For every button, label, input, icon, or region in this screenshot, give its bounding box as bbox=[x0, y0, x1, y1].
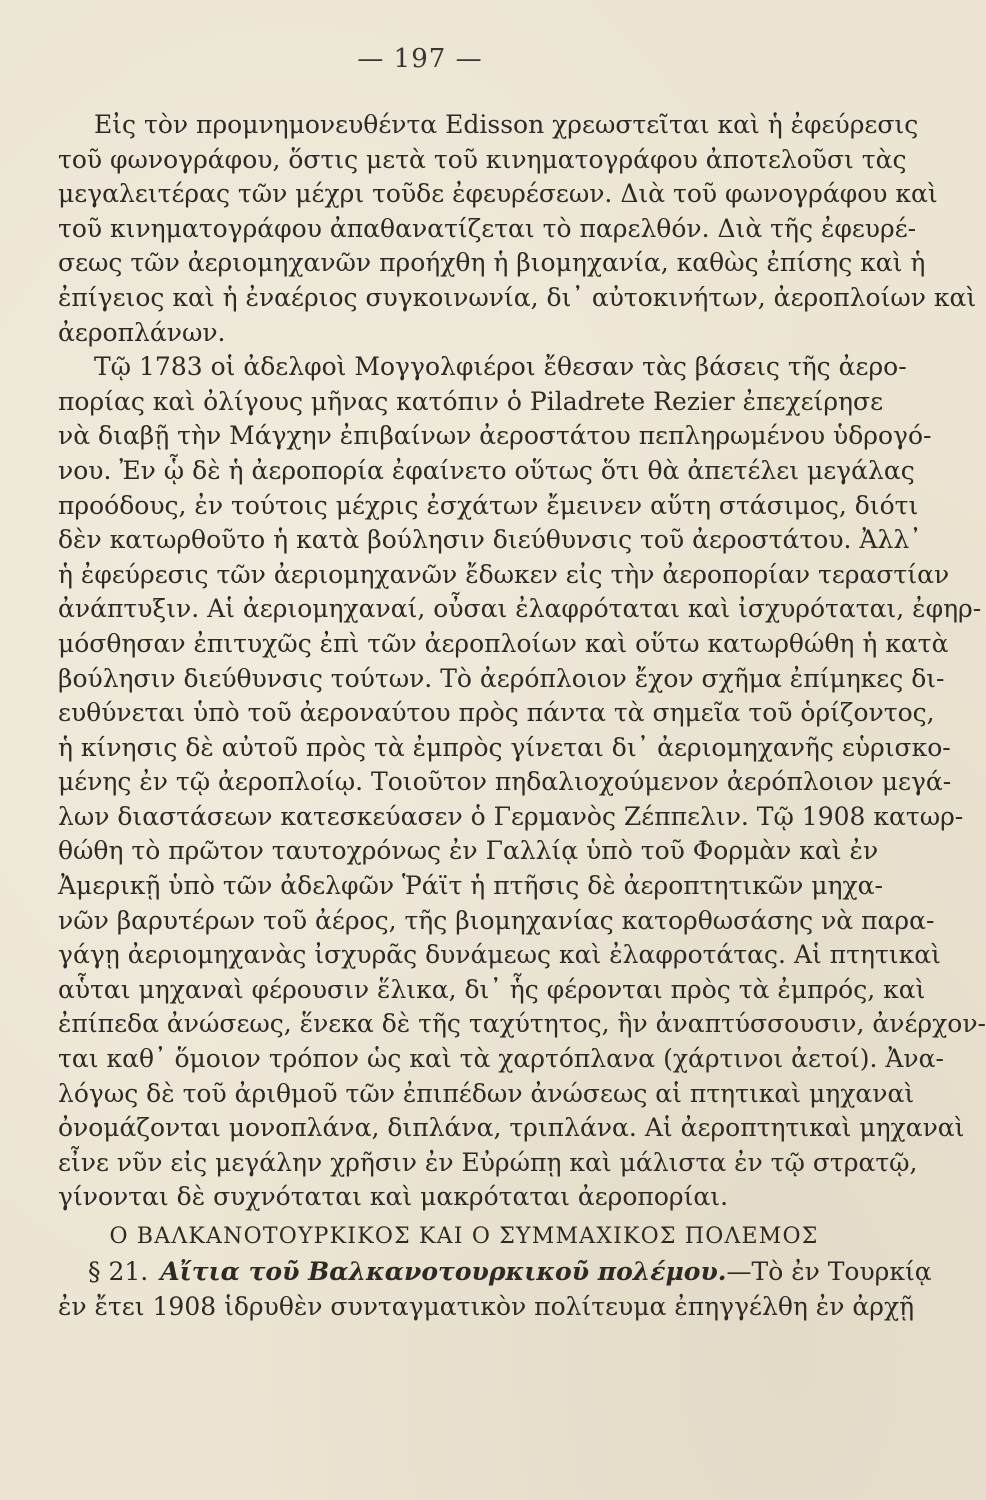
section-first-line bbox=[58, 1255, 932, 1290]
text-line: γάγῃ ἀεριομηχανὰς ἰσχυρᾶς δυνάμεως καὶ ἐλαφροτάτας. Αἱ πτητικαὶ bbox=[58, 940, 941, 970]
text-line: ται καθ᾽ ὅμοιον τρόπον ὡς καὶ τὰ χαρτόπλανα (χάρτινοι ἀετοί). Ἀνα- bbox=[58, 1044, 944, 1074]
text-line: τοῦ φωνογράφου, ὅστις μετὰ τοῦ κινηματογράφου ἀποτελοῦσι τὰς bbox=[58, 144, 907, 174]
text-line: γίνονται δὲ συχνόταται καὶ μακρόταται ἀεροπορίαι. bbox=[58, 1182, 729, 1212]
text-line: νὰ διαβῇ τὴν Μάγχην ἐπιβαίνων ἀεροστάτου πεπληρωμένου ὑδρογό- bbox=[58, 421, 932, 451]
text-line: πορίας καὶ ὀλίγους μῆνας κατόπιν ὁ Piladrete Rezier ἐπεχείρησε bbox=[58, 386, 884, 416]
text-line: ἀνάπτυξιν. Αἱ ἀεριομηχαναί, οὖσαι ἐλαφρόταται καὶ ἰσχυρόταται, ἐφηρ- bbox=[58, 594, 982, 624]
section-first-line-rest: —Τὸ ἐν Τουρκίᾳ bbox=[726, 1257, 932, 1286]
text-line: ἐν ἔτει 1908 ἱδρυθὲν συνταγματικὸν πολίτευμα ἐπηγγέλθη ἐν ἀρχῇ bbox=[58, 1291, 915, 1321]
text-line: θώθη τὸ πρῶτον ταυτοχρόνως ἐν Γαλλίᾳ ὑπὸ τοῦ Φορμὰν καὶ ἐν bbox=[58, 836, 879, 866]
text-line: μεγαλειτέρας τῶν μέχρι τοῦδε ἐφευρέσεων. Διὰ τοῦ φωνογράφου καὶ bbox=[58, 179, 938, 209]
text-line: ἀεροπλάνων. bbox=[58, 317, 226, 347]
text-line: μόσθησαν ἐπιτυχῶς ἐπὶ τῶν ἀεροπλοίων καὶ οὕτω κατωρθώθη ἡ κατὰ bbox=[58, 628, 949, 658]
text-line: ἡ κίνησις δὲ αὐτοῦ πρὸς τὰ ἐμπρὸς γίνεται δι᾽ ἀεριομηχανῆς εὑρισκο- bbox=[58, 732, 951, 762]
text-line: Ἀμερικῇ ὑπὸ τῶν ἀδελφῶν Ῥάϊτ ἡ πτῆσις δὲ ἀεροπτητικῶν μηχα- bbox=[58, 871, 883, 901]
section-title: Αἴτια τοῦ Βαλκανοτουρκικοῦ πολέμου. bbox=[160, 1257, 727, 1286]
paragraph-2 bbox=[58, 350, 986, 1215]
text-line: ὀνομάζονται μονοπλάνα, διπλάνα, τριπλάνα. Αἱ ἀεροπτητικαὶ μηχαναὶ bbox=[58, 1113, 965, 1143]
text-line: ἐπίπεδα ἀνώσεως, ἕνεκα δὲ τῆς ταχύτητος, ἣν ἀναπτύσσουσιν, ἀνέρχον- bbox=[58, 1009, 986, 1039]
text-line: ευθύνεται ὑπὸ τοῦ ἀεροναύτου πρὸς πάντα τὰ σημεῖα τοῦ ὁρίζοντος, bbox=[58, 698, 935, 728]
text-line: μένης ἐν τῷ ἀεροπλοίῳ. Τοιοῦτον πηδαλιοχούμενον ἀερόπλοιον μεγά- bbox=[58, 767, 952, 797]
paragraph-1 bbox=[58, 108, 977, 350]
text-line: νου. Ἐν ᾧ δὲ ἡ ἀεροπορία ἐφαίνετο οὕτως ὅτι θὰ ἀπετέλει μεγάλας bbox=[58, 455, 915, 485]
text-line: νῶν βαρυτέρων τοῦ ἀέρος, τῆς βιομηχανίας κατορθωσάσης νὰ παρα- bbox=[58, 905, 935, 935]
text-line: προόδους, ἐν τούτοις μέχρις ἐσχάτων ἔμεινεν αὕτη στάσιμος, διότι bbox=[58, 490, 919, 520]
text-line: Τῷ 1783 οἱ ἀδελφοὶ Μογγολφιέροι ἔθεσαν τὰς βάσεις τῆς ἀερο- bbox=[94, 352, 907, 382]
text-line: βούλησιν διεύθυνσις τούτων. Τὸ ἀερόπλοιον ἔχον σχῆμα ἐπίμηκες δι- bbox=[58, 663, 945, 693]
text-line: ἐπίγειος καὶ ἡ ἐναέριος συγκοινωνία, δι᾽ αὐτοκινήτων, ἀεροπλοίων καὶ bbox=[58, 282, 977, 312]
text-line: σεως τῶν ἀεριομηχανῶν προήχθη ἡ βιομηχανία, καθὼς ἐπίσης καὶ ἡ bbox=[58, 248, 926, 278]
page-number: — 197 — bbox=[357, 44, 483, 74]
text-line: λων διαστάσεων κατεσκεύασεν ὁ Γερμανὸς Ζέππελιν. Τῷ 1908 κατωρ- bbox=[58, 801, 964, 831]
text-line: τοῦ κινηματογράφου ἀπαθανατίζεται τὸ παρελθόν. Διὰ τῆς ἐφευρέ- bbox=[58, 213, 917, 243]
section-number: § 21. bbox=[88, 1257, 149, 1286]
text-line: ἡ ἐφεύρεσις τῶν ἀεριομηχανῶν ἔδωκεν εἰς τὴν ἀεροπορίαν τεραστίαν bbox=[58, 559, 950, 589]
text-line: αὗται μηχαναὶ φέρουσιν ἕλικα, δι᾽ ἧς φέρονται πρὸς τὰ ἐμπρός, καὶ bbox=[58, 974, 926, 1004]
body-text bbox=[58, 108, 986, 1324]
text-line: εἶνε νῦν εἰς μεγάλην χρῆσιν ἐν Εὐρώπῃ καὶ μάλιστα ἐν τῷ στρατῷ, bbox=[58, 1147, 918, 1177]
text-line: Εἰς τὸν προμνημονευθέντα Edisson χρεωστεῖται καὶ ἡ ἐφεύρεσις bbox=[94, 110, 919, 139]
text-line: λόγως δὲ τοῦ ἀριθμοῦ τῶν ἐπιπέδων ἀνώσεως αἱ πτητικαὶ μηχαναὶ bbox=[58, 1078, 915, 1108]
text-line: δὲν κατωρθοῦτο ἡ κατὰ βούλησιν διεύθυνσις τοῦ ἀεροστάτου. Ἀλλ᾽ bbox=[58, 525, 922, 555]
section-heading: Ο ΒΑΛΚΑΝΟΤΟΥΡΚΙΚΟΣ ΚΑΙ Ο ΣΥΜΜΑΧΙΚΟΣ ΠΟΛΕΜΟΣ bbox=[109, 1224, 819, 1249]
